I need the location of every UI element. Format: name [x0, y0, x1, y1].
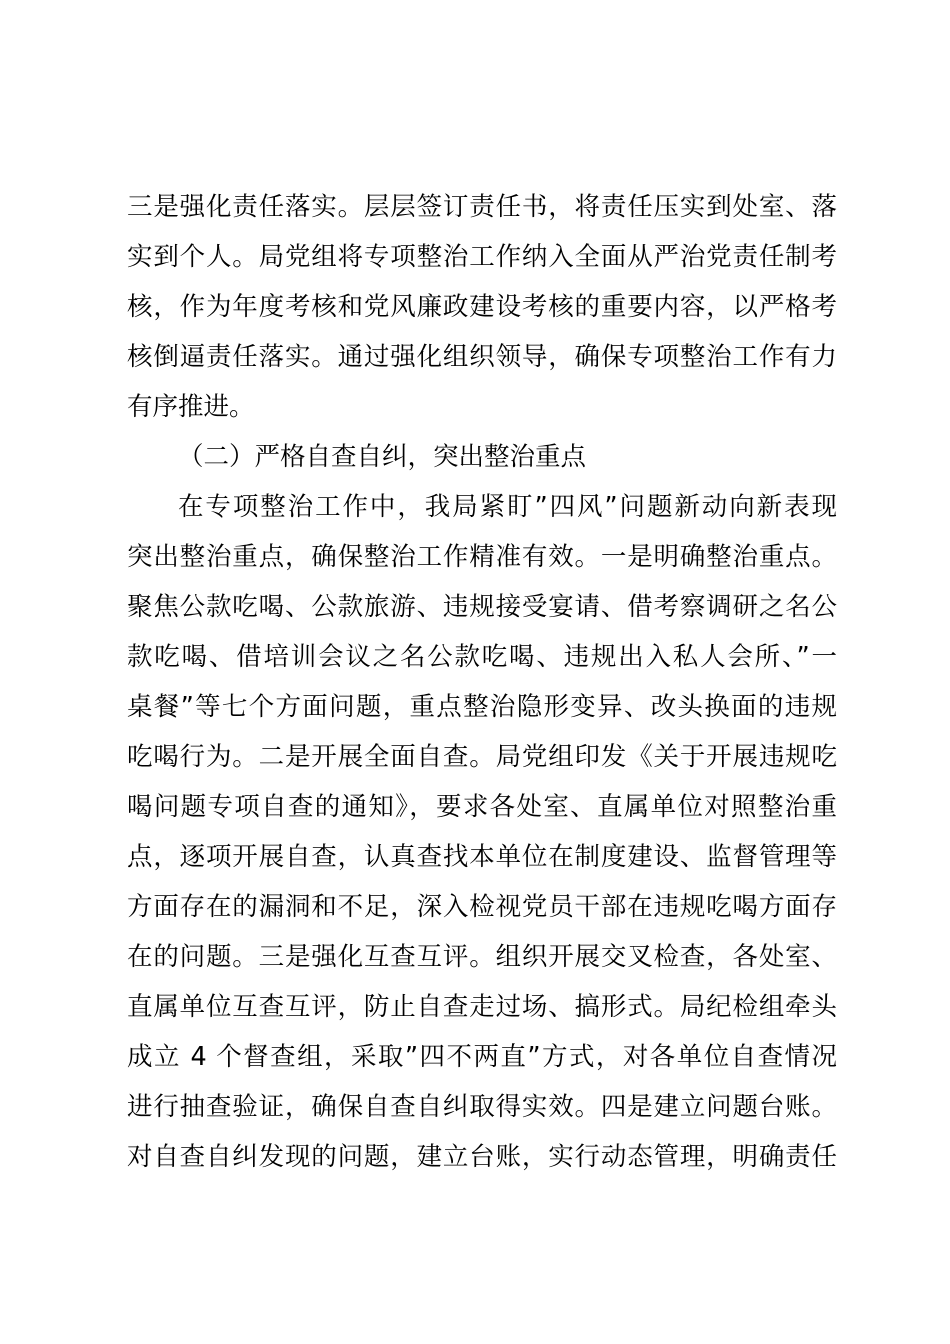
paragraph2-line-8: 点，逐项开展自查，认真查找本单位在制度建设、监督管理等	[127, 842, 837, 872]
paragraph2-line-10: 在的问题。三是强化互查互评。组织开展交叉检查，各处室、	[127, 942, 837, 972]
paragraph2-line-2: 突出整治重点，确保整治工作精准有效。一是明确整治重点。	[127, 542, 837, 572]
paragraph1-line-2: 实到个人。局党组将专项整治工作纳入全面从严治党责任制考	[127, 242, 837, 272]
paragraph2-line-13: 进行抽查验证，确保自查自纠取得实效。四是建立问题台账。	[127, 1092, 837, 1122]
paragraph1-line-3: 核，作为年度考核和党风廉政建设考核的重要内容，以严格考	[127, 292, 837, 322]
section-heading: （二）严格自查自纠，突出整治重点	[178, 442, 587, 472]
paragraph2-line-5: 桌餐”等七个方面问题，重点整治隐形变异、改头换面的违规	[127, 692, 837, 722]
paragraph1-line-1: 三是强化责任落实。层层签订责任书，将责任压实到处室、落	[127, 192, 837, 222]
paragraph2-line-7: 喝问题专项自查的通知》，要求各处室、直属单位对照整治重	[127, 792, 837, 822]
paragraph2-line-12: 成立 4 个督查组，采取”四不两直”方式，对各单位自查情况	[127, 1042, 837, 1072]
paragraph2-line-9: 方面存在的漏洞和不足，深入检视党员干部在违规吃喝方面存	[127, 892, 837, 922]
paragraph1-line-4: 核倒逼责任落实。通过强化组织领导，确保专项整治工作有力	[127, 342, 837, 372]
paragraph2-line-11: 直属单位互查互评，防止自查走过场、搞形式。局纪检组牵头	[127, 992, 837, 1022]
paragraph2-line-6: 吃喝行为。二是开展全面自查。局党组印发《关于开展违规吃	[127, 742, 837, 772]
paragraph2-line-4: 款吃喝、借培训会议之名公款吃喝、违规出入私人会所、”一	[127, 642, 837, 672]
paragraph1-line-5: 有序推进。	[127, 392, 255, 422]
paragraph2-line-1: 在专项整治工作中，我局紧盯”四风”问题新动向新表现	[178, 492, 837, 522]
paragraph2-line-14: 对自查自纠发现的问题，建立台账，实行动态管理，明确责任	[127, 1142, 837, 1172]
paragraph2-line-3: 聚焦公款吃喝、公款旅游、违规接受宴请、借考察调研之名公	[127, 592, 837, 622]
